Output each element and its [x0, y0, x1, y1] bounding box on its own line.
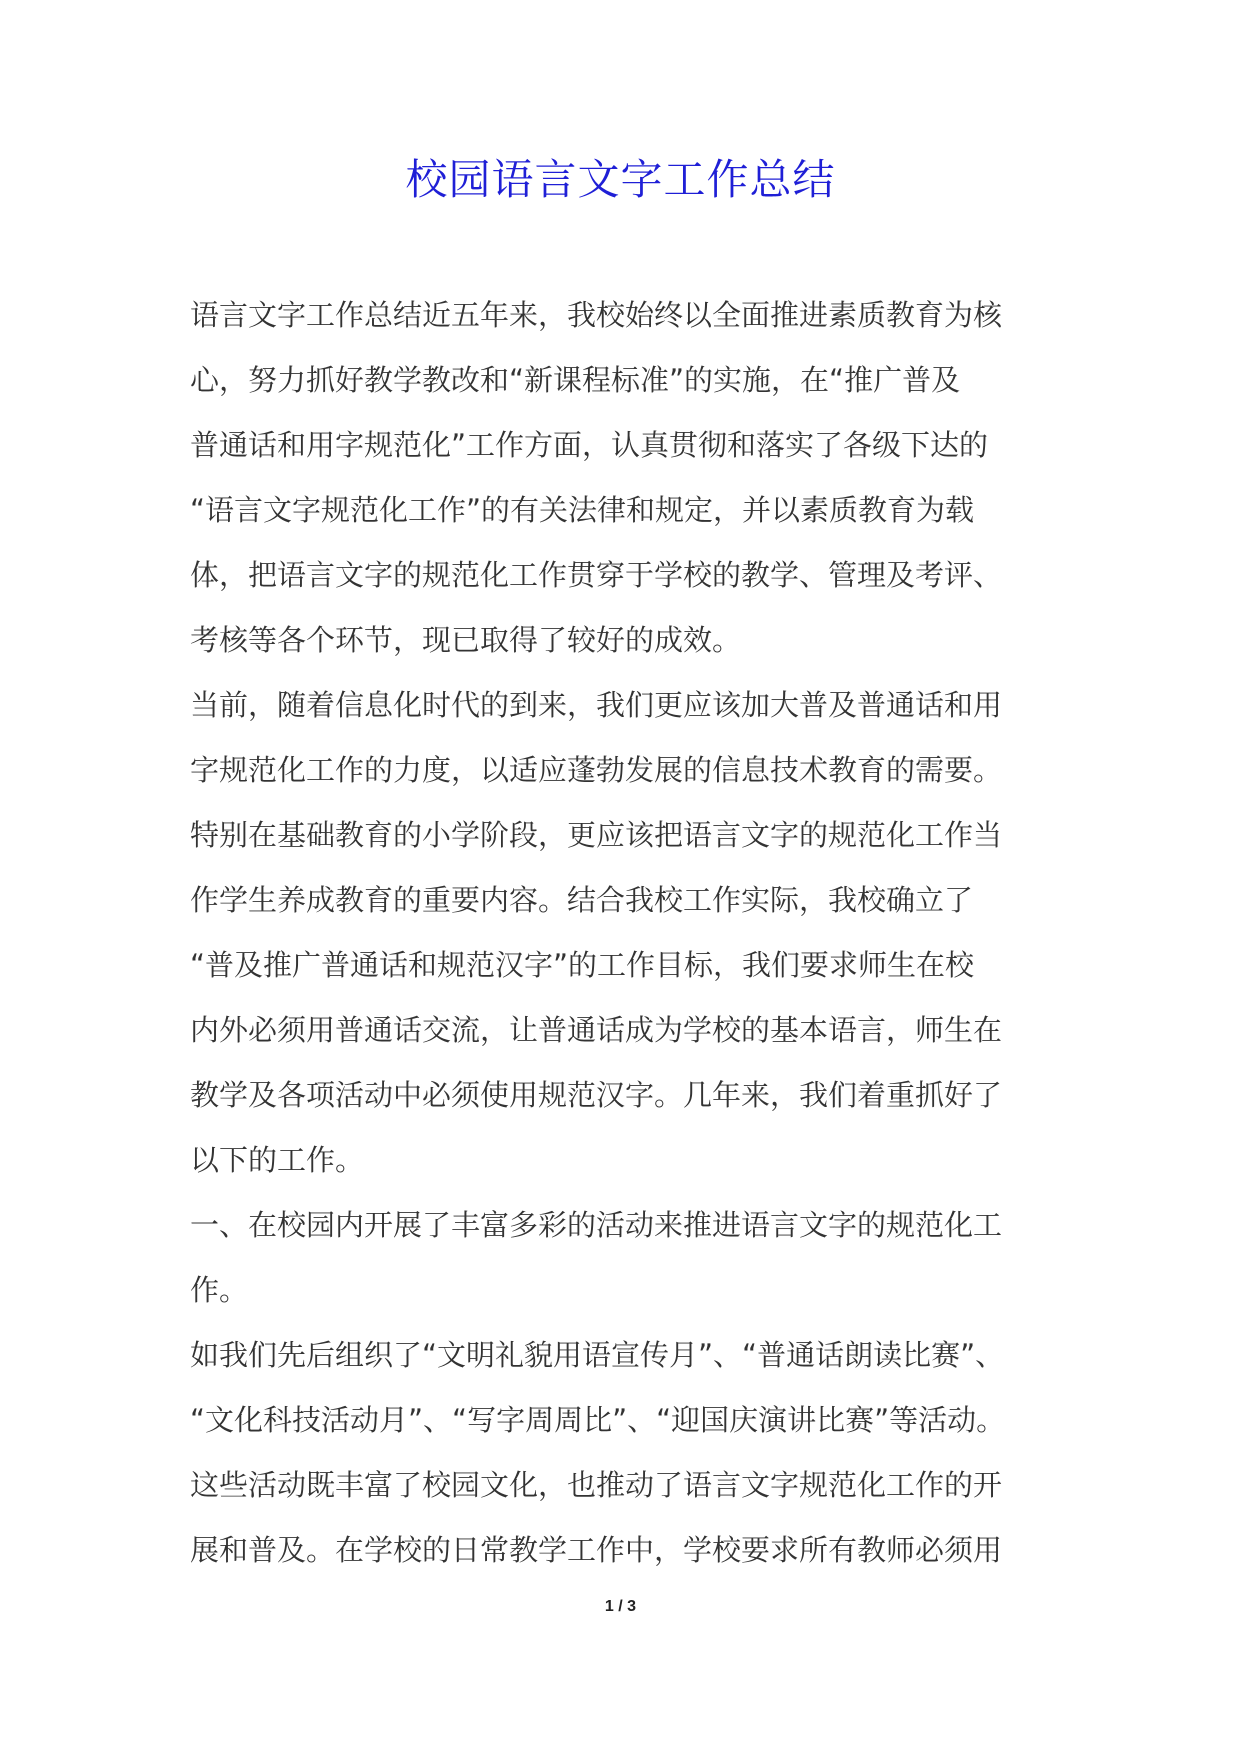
document-title: 校园语言文字工作总结: [405, 155, 836, 204]
body-line: “语言文字规范化工作”的有关法律和规定，并以素质教育为载: [190, 493, 975, 527]
document-body: [190, 283, 1090, 1583]
body-line: 作学生养成教育的重要内容。结合我校工作实际，我校确立了: [190, 883, 974, 917]
body-line: 这些活动既丰富了校园文化，也推动了语言文字规范化工作的开: [190, 1468, 1003, 1502]
body-line: 体，把语言文字的规范化工作贯穿于学校的教学、管理及考评、: [190, 558, 1003, 592]
body-line: 字规范化工作的力度，以适应蓬勃发展的信息技术教育的需要。: [190, 753, 1003, 787]
body-line: “普及推广普通话和规范汉字”的工作目标，我们要求师生在校: [190, 948, 975, 982]
body-line: 如我们先后组织了“文明礼貌用语宣传月”、“普通话朗读比赛”、: [190, 1338, 1005, 1372]
body-line: “文化科技活动月”、“写字周周比”、“迎国庆演讲比赛”等活动。: [190, 1403, 1006, 1437]
body-line: 普通话和用字规范化”工作方面，认真贯彻和落实了各级下达的: [190, 428, 989, 462]
page-number: 1 / 3: [604, 1598, 637, 1615]
body-line: 作。: [190, 1273, 249, 1307]
body-line: 一、在校园内开展了丰富多彩的活动来推进语言文字的规范化工: [190, 1208, 1003, 1242]
body-line: 展和普及。在学校的日常教学工作中，学校要求所有教师必须用: [190, 1533, 1003, 1567]
body-line: 以下的工作。: [190, 1143, 365, 1177]
body-line: 语言文字工作总结近五年来，我校始终以全面推进素质教育为核: [190, 298, 1003, 332]
body-line: 内外必须用普通话交流，让普通话成为学校的基本语言，师生在: [190, 1013, 1003, 1047]
body-line: 考核等各个环节，现已取得了较好的成效。: [190, 623, 742, 657]
body-line: 心，努力抓好教学教改和“新课程标准”的实施，在“推广普及: [190, 363, 961, 397]
body-line: 当前，随着信息化时代的到来，我们更应该加大普及普通话和用: [190, 688, 1003, 722]
body-line: 教学及各项活动中必须使用规范汉字。几年来，我们着重抓好了: [190, 1078, 1003, 1112]
body-line: 特别在基础教育的小学阶段，更应该把语言文字的规范化工作当: [190, 818, 1003, 852]
